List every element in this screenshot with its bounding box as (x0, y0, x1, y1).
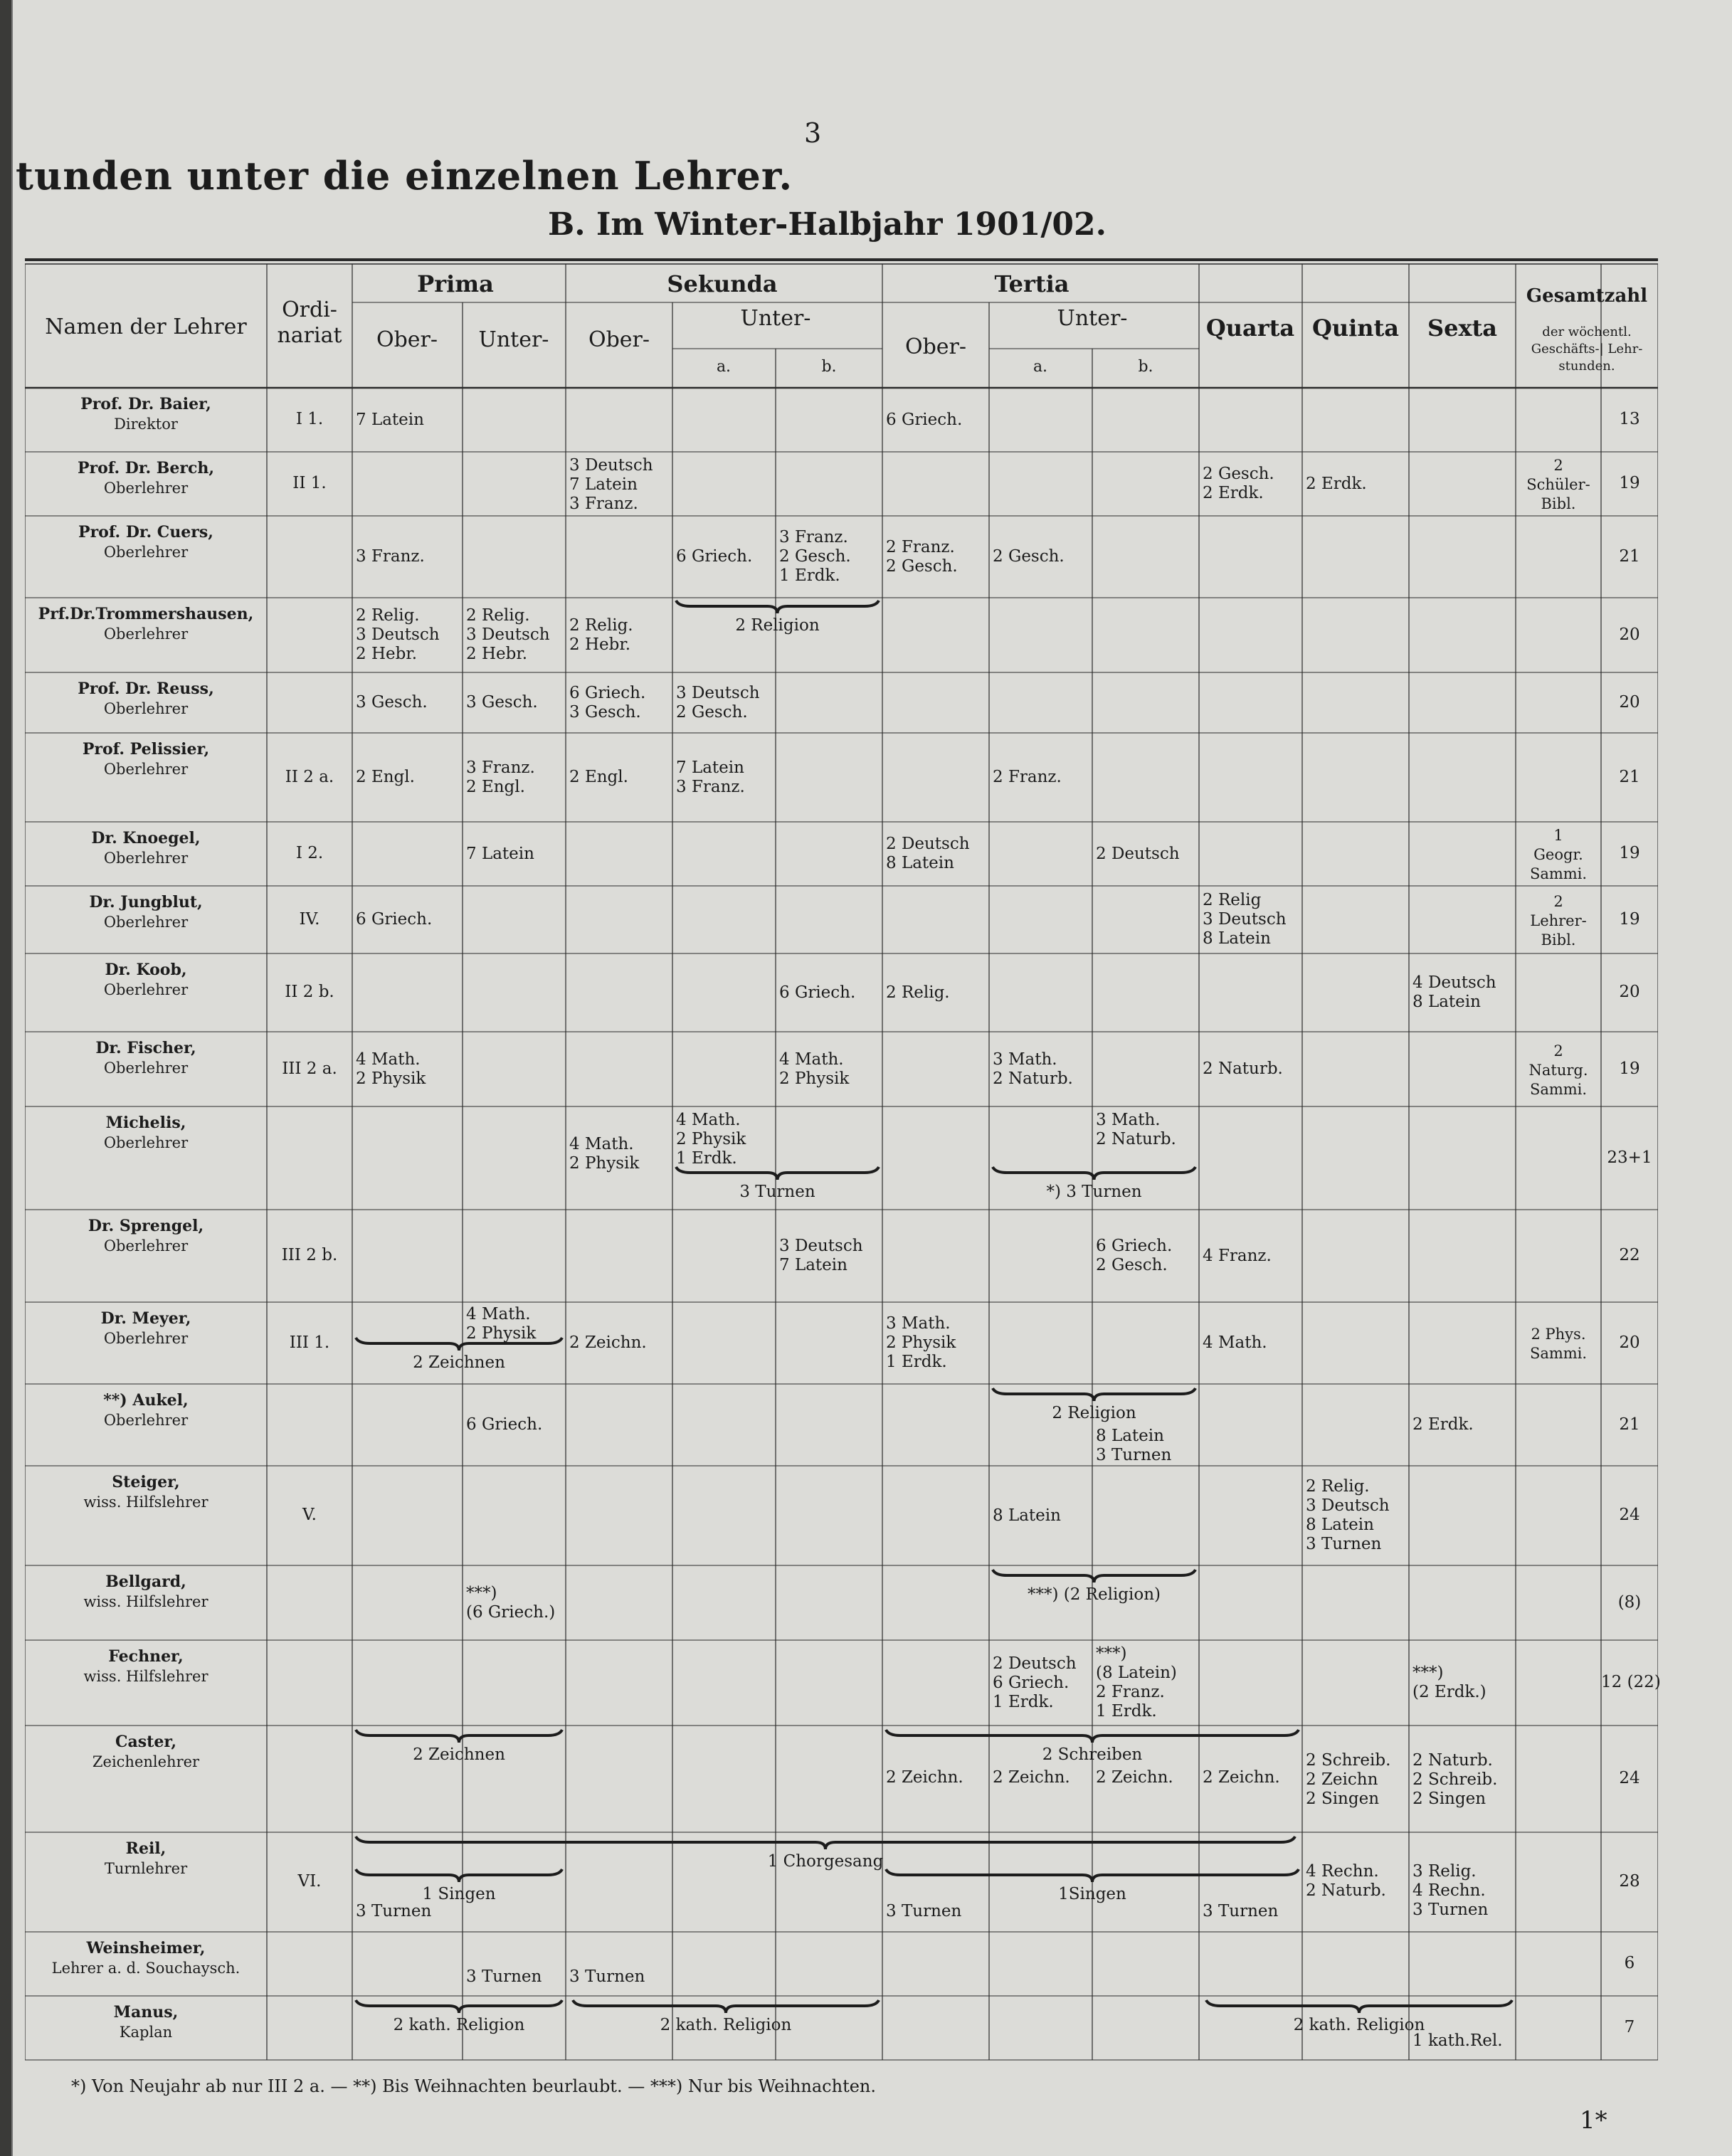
header-gesamt_sub: der wöchentl. Geschäfts-| Lehr- stunden. (1531, 324, 1643, 374)
teacher-role: Oberlehrer (103, 1059, 189, 1077)
ordinariat-value: II 2 a. (285, 767, 334, 786)
page-gutter (0, 0, 11, 2156)
total-hours: 20 (1619, 1333, 1640, 1352)
schedule-cell-sUa: 4 Math. 2 Physik 1 Erdk. (676, 1111, 746, 1168)
bracket-label: 2 Religion (735, 616, 820, 635)
header-b: b. (1138, 358, 1153, 376)
bracket-sUbr (676, 601, 879, 613)
schedule-cell-sUb: 6 Griech. (779, 983, 856, 1002)
schedule-cell-pU: 3 Gesch. (466, 693, 538, 712)
teacher-name: Dr. Sprengel, (88, 1217, 204, 1235)
total-hours: (8) (1617, 1592, 1642, 1612)
schedule-cell-sO: 3 Deutsch 7 Latein 3 Franz. (569, 456, 653, 513)
teacher-role: wiss. Hilfslehrer (83, 1494, 208, 1511)
schedule-cell-pO: 2 Engl. (356, 768, 415, 786)
teacher-name: Steiger, (112, 1473, 180, 1491)
schedule-cell-tUb: 6 Griech. 2 Gesch. (1096, 1237, 1173, 1274)
ordinariat-value: I 1. (295, 410, 324, 428)
bracket-qbr (1206, 2000, 1512, 2013)
bracket-tUbr (993, 1570, 1195, 1582)
bracket-label: 2 Zeichnen (413, 1353, 505, 1372)
ordinariat-value: VI. (297, 1872, 322, 1891)
ordinariat-value: V. (302, 1506, 317, 1524)
teacher-schedule-table (25, 256, 1661, 2063)
schedule-cell-se: 2 Erdk. (1412, 1415, 1474, 1434)
header-a: a. (1033, 358, 1048, 376)
header-unter: Unter- (478, 327, 549, 352)
bracket-label: ***) (2 Religion) (1027, 1585, 1161, 1604)
teacher-name: Dr. Jungblut, (89, 893, 203, 911)
schedule-cell-pU: 3 Franz. 2 Engl. (466, 758, 535, 796)
header-gesamt: Gesamtzahl (1526, 285, 1648, 307)
teacher-name: Dr. Fischer, (95, 1039, 196, 1057)
schedule-cell-pO: 6 Griech. (356, 910, 433, 929)
schedule-cell-pU: 6 Griech. (466, 1415, 543, 1434)
teacher-name: Prof. Pelissier, (82, 740, 210, 759)
total-hours: 24 (1619, 1506, 1640, 1524)
schedule-cell-pU: 2 Relig. 3 Deutsch 2 Hebr. (466, 606, 550, 663)
schedule-cell-pO: 3 Gesch. (356, 693, 428, 712)
total-hours: 19 (1619, 844, 1640, 862)
schedule-cell-sUa: 7 Latein 3 Franz. (676, 758, 745, 796)
total-hours: 19 (1619, 1059, 1640, 1078)
schedule-cell-qi: 2 Schreib. 2 Zeichn 2 Singen (1306, 1751, 1391, 1808)
total-hours: 12 (22) (1601, 1673, 1661, 1691)
footnote: *) Von Neujahr ab nur III 2 a. — **) Bis Weihnachten beurlaubt. — ***) Nur bis Weihnachten. (71, 2076, 877, 2096)
total-hours: 20 (1619, 983, 1640, 1001)
bracket-label: 1 Chorgesang (767, 1852, 884, 1871)
schedule-cell-qa: 4 Franz. (1203, 1246, 1272, 1265)
ordinariat-value: II 1. (292, 474, 327, 492)
ordinariat-value: II 2 b. (285, 983, 334, 1001)
schedule-cell-se: ***) (2 Erdk.) (1412, 1664, 1487, 1701)
header-prima: Prima (417, 270, 494, 297)
bracket-sbr (573, 2000, 879, 2013)
schedule-cell-tO: 6 Griech. (886, 410, 963, 429)
total-hours: 19 (1619, 474, 1640, 492)
total-hours: 19 (1619, 909, 1640, 929)
total-hours: 7 (1624, 2018, 1635, 2036)
bracket-label: 2 kath. Religion (393, 2016, 525, 2034)
schedule-cell-sO: 6 Griech. 3 Gesch. (569, 683, 646, 722)
schedule-cell-sUb: 3 Franz. 2 Gesch. 1 Erdk. (779, 528, 851, 585)
schedule-cell-tUb: 2 Zeichn. (1096, 1768, 1173, 1787)
teacher-name: Bellgard, (105, 1573, 186, 1591)
teacher-role: Oberlehrer (103, 1237, 189, 1254)
total-hours: 28 (1619, 1872, 1640, 1891)
teacher-name: Reil, (125, 1839, 167, 1858)
bracket-sUbr (676, 1167, 879, 1180)
schedule-cell-sUa: 3 Deutsch 2 Gesch. (676, 683, 760, 722)
header-tertia: Tertia (994, 270, 1070, 297)
ordinariat-value: I 2. (295, 844, 324, 862)
collection-hours: 2 Naturg. Sammi. (1528, 1042, 1588, 1098)
teacher-role: Oberlehrer (103, 1412, 189, 1429)
schedule-cell-pU: 4 Math. 2 Physik (466, 1305, 537, 1343)
teacher-role: Direktor (114, 416, 178, 433)
total-hours: 21 (1619, 767, 1640, 786)
teacher-role: Oberlehrer (103, 544, 189, 561)
bracket-label: 1Singen (1058, 1885, 1126, 1903)
schedule-cell-tO: 2 Relig. (886, 983, 950, 1002)
header-ober: Ober- (904, 334, 967, 359)
schedule-cell-tO: 3 Turnen (886, 1902, 962, 1920)
schedule-cell-tO: 3 Math. 2 Physik 1 Erdk. (886, 1314, 956, 1371)
teacher-name: **) Aukel, (103, 1391, 189, 1410)
teacher-name: Prof. Dr. Reuss, (78, 680, 214, 698)
teacher-role: Zeichenlehrer (92, 1753, 200, 1770)
teacher-name: Prof. Dr. Berch, (77, 459, 214, 477)
schedule-cell-sUb: 3 Deutsch 7 Latein (779, 1237, 863, 1274)
teacher-role: wiss. Hilfslehrer (83, 1593, 208, 1610)
schedule-cell-tUa: 2 Zeichn. (993, 1768, 1070, 1787)
teacher-name: Dr. Meyer, (100, 1309, 191, 1328)
bracket-label: 2 Religion (1052, 1404, 1136, 1422)
schedule-cell-se: 2 Naturb. 2 Schreib. 2 Singen (1412, 1751, 1498, 1808)
bracket-tUbr (993, 1167, 1195, 1180)
schedule-cell-qa: 3 Turnen (1203, 1902, 1279, 1920)
total-hours: 22 (1619, 1246, 1640, 1264)
bracket-label: 1 Singen (422, 1885, 496, 1903)
schedule-cell-qa: 2 Naturb. (1203, 1059, 1283, 1078)
collection-hours: 2 Schüler- Bibl. (1526, 457, 1590, 512)
teacher-name: Prof. Dr. Baier, (80, 395, 211, 413)
total-hours: 21 (1619, 1415, 1640, 1434)
page-gutter-edge (11, 0, 13, 2156)
schedule-cell-tUa: 3 Math. 2 Naturb. (993, 1050, 1073, 1088)
teacher-role: Turnlehrer (104, 1860, 188, 1877)
schedule-cell-sO: 2 Engl. (569, 768, 628, 786)
schedule-cell-se: 3 Relig. 4 Rechn. 3 Turnen (1412, 1862, 1489, 1919)
teacher-name: Weinsheimer, (86, 1939, 206, 1957)
ordinariat-value: III 2 b. (281, 1246, 338, 1264)
teacher-name: Fechner, (108, 1647, 184, 1666)
schedule-cell-pU: 7 Latein (466, 844, 534, 863)
ordinariat-value: III 2 a. (282, 1059, 337, 1078)
schedule-cell-tUa: 2 Deutsch 6 Griech. 1 Erdk. (993, 1654, 1077, 1711)
header-ober: Ober- (376, 327, 438, 352)
total-hours: 6 (1624, 1954, 1635, 1972)
teacher-role: Oberlehrer (103, 625, 189, 643)
teacher-role: Oberlehrer (103, 981, 189, 998)
ordinariat-value: III 1. (289, 1333, 330, 1352)
schedule-cell-sO: 2 Relig. 2 Hebr. (569, 615, 633, 654)
header-sekunda: Sekunda (667, 270, 778, 297)
total-hours: 23+1 (1607, 1148, 1652, 1167)
signature-mark: 1* (1580, 2106, 1607, 2135)
header-unter: Unter- (1057, 306, 1128, 331)
total-hours: 13 (1619, 410, 1640, 428)
schedule-cell-tUa: 2 Franz. (993, 768, 1062, 786)
collection-hours: 1 Geogr. Sammi. (1529, 827, 1588, 882)
schedule-cell-tO: 2 Deutsch 8 Latein (886, 835, 970, 872)
teacher-name: Dr. Knoegel, (91, 829, 201, 847)
teacher-name: Manus, (113, 2003, 179, 2022)
teacher-name: Michelis, (105, 1114, 186, 1132)
schedule-cell-tUb: 8 Latein 3 Turnen (1096, 1427, 1172, 1464)
bracket-allbr (356, 1837, 1295, 1849)
teacher-role: Kaplan (119, 2024, 173, 2041)
teacher-role: wiss. Hilfslehrer (83, 1668, 208, 1685)
schedule-cell-pO: 4 Math. 2 Physik (356, 1050, 426, 1088)
schedule-cell-pO: 7 Latein (356, 410, 424, 429)
schedule-cell-qi: 2 Relig. 3 Deutsch 8 Latein 3 Turnen (1306, 1477, 1390, 1553)
total-hours: 21 (1619, 546, 1640, 566)
bracket-label: 3 Turnen (739, 1183, 815, 1201)
teacher-role: Oberlehrer (103, 914, 189, 931)
schedule-cell-sUa: 6 Griech. (676, 547, 753, 566)
ordinariat-value: IV. (299, 909, 320, 929)
schedule-cell-qa: 2 Gesch. 2 Erdk. (1203, 465, 1274, 502)
section-title: B. Im Winter-Halbjahr 1901/02. (548, 206, 1107, 243)
bracket-tUbr (993, 1388, 1195, 1401)
total-hours: 20 (1619, 625, 1640, 644)
schedule-cell-pU: ***) (6 Griech.) (466, 1583, 556, 1622)
schedule-cell-sO: 2 Zeichn. (569, 1333, 647, 1352)
teacher-name: Dr. Koob, (105, 961, 187, 979)
schedule-cell-pU: 3 Turnen (466, 1967, 542, 1986)
header-names: Namen der Lehrer (45, 315, 247, 339)
schedule-cell-tO: 2 Franz. 2 Gesch. (886, 537, 958, 576)
teacher-role: Oberlehrer (103, 1134, 189, 1151)
schedule-cell-tO: 2 Zeichn. (886, 1768, 963, 1787)
bracket-label: 2 kath. Religion (660, 2016, 792, 2034)
schedule-cell-sO: 4 Math. 2 Physik (569, 1135, 640, 1173)
bracket-label: 2 Schreiben (1042, 1745, 1143, 1764)
total-hours: 24 (1619, 1769, 1640, 1787)
bracket-pbr (356, 2000, 562, 2013)
schedule-cell-pO: 2 Relig. 3 Deutsch 2 Hebr. (356, 606, 440, 663)
schedule-cell-qa: 2 Relig 3 Deutsch 8 Latein (1203, 891, 1287, 948)
schedule-cell-tUb: 2 Deutsch (1096, 844, 1180, 863)
schedule-cell-sUb: 4 Math. 2 Physik (779, 1050, 850, 1088)
teacher-role: Oberlehrer (103, 480, 189, 497)
schedule-cell-qa: 2 Zeichn. (1203, 1768, 1280, 1787)
teacher-name: Prof. Dr. Cuers, (78, 523, 213, 541)
header-ober: Ober- (588, 327, 650, 352)
teacher-role: Oberlehrer (103, 1330, 189, 1347)
schedule-cell-se: 4 Deutsch 8 Latein (1412, 973, 1496, 1011)
schedule-cell-qa: 4 Math. (1203, 1333, 1267, 1352)
total-hours: 20 (1619, 692, 1640, 712)
header-ordinariat: Ordi- nariat (277, 297, 342, 348)
teacher-role: Oberlehrer (103, 850, 189, 867)
teacher-name: Prf.Dr.Trommershausen, (38, 605, 254, 623)
header-a: a. (716, 358, 732, 376)
page-number: 3 (804, 117, 822, 149)
collection-hours: 2 Lehrer- Bibl. (1530, 892, 1587, 948)
bracket-label: 2 kath. Religion (1293, 2016, 1425, 2034)
schedule-cell-qi: 4 Rechn. 2 Naturb. (1306, 1862, 1386, 1900)
teacher-role: Oberlehrer (103, 761, 189, 778)
schedule-cell-tUb: ***) (8 Latein) 2 Franz. 1 Erdk. (1096, 1644, 1177, 1721)
header-unter: Unter- (740, 306, 811, 331)
bracket-label: *) 3 Turnen (1046, 1183, 1142, 1201)
page-title: tunden unter die einzelnen Lehrer. (16, 153, 793, 199)
collection-hours: 2 Phys. Sammi. (1529, 1325, 1588, 1362)
header-b: b. (821, 358, 837, 376)
header-quinta: Quinta (1311, 315, 1400, 342)
teacher-role: Oberlehrer (103, 700, 189, 717)
schedule-cell-tUa: 2 Gesch. (993, 547, 1065, 566)
schedule-cell-pO: 3 Turnen (356, 1902, 432, 1920)
bracket-pbr (356, 1730, 562, 1743)
schedule-cell-pO: 3 Franz. (356, 547, 425, 566)
schedule-cell-tUb: 3 Math. 2 Naturb. (1096, 1111, 1176, 1148)
schedule-cell-se: 1 kath.Rel. (1412, 2031, 1503, 2050)
header-sexta: Sexta (1427, 315, 1498, 342)
schedule-cell-sO: 3 Turnen (569, 1967, 645, 1986)
schedule-cell-qi: 2 Erdk. (1306, 474, 1367, 493)
header-quarta: Quarta (1205, 315, 1295, 342)
teacher-role: Lehrer a. d. Souchaysch. (51, 1960, 241, 1977)
bracket-label: 2 Zeichnen (413, 1745, 505, 1764)
teacher-name: Caster, (115, 1733, 176, 1751)
schedule-cell-tUa: 8 Latein (993, 1506, 1061, 1525)
